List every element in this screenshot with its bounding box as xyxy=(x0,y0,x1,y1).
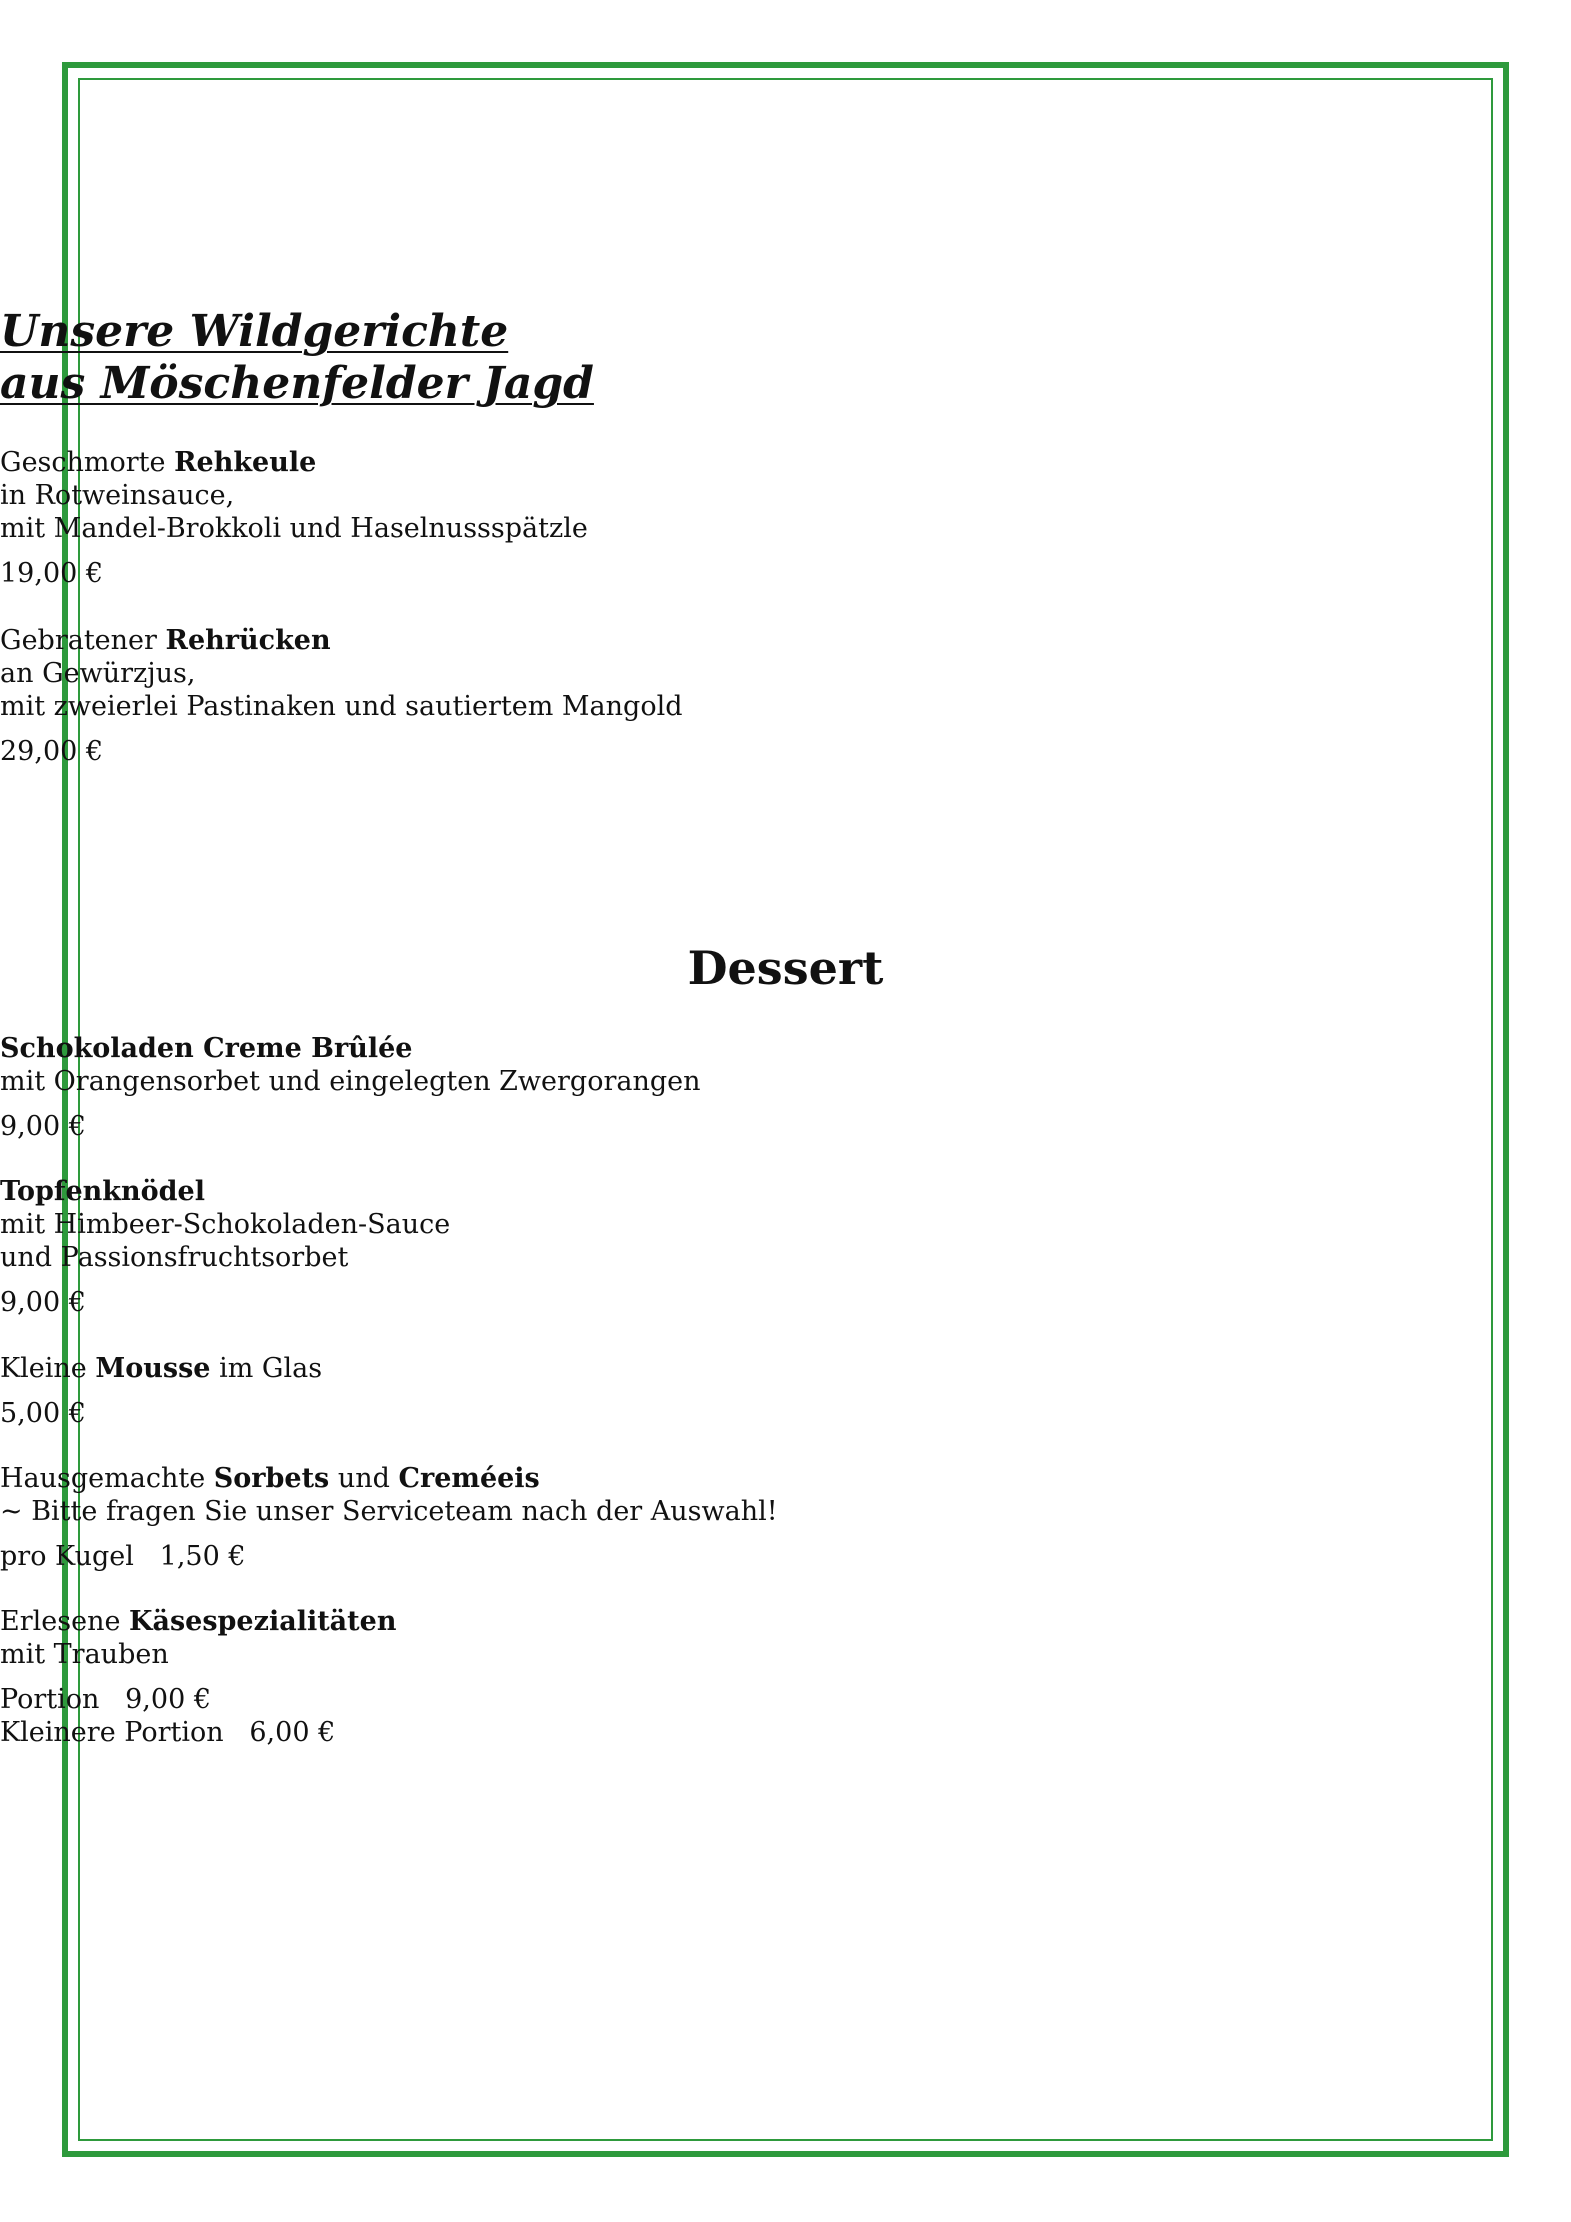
item-description: an Gewürzjus, xyxy=(0,658,196,689)
item-name: Sorbets xyxy=(213,1463,330,1494)
item-price-small xyxy=(0,1716,1571,1749)
item-description: mit Orangensorbet und eingelegten Zwergorangen xyxy=(0,1066,701,1097)
menu-item-rehruecken xyxy=(0,624,1571,768)
menu-item-creme-brulee xyxy=(0,1032,1571,1143)
item-title xyxy=(0,1032,1571,1065)
item-price: 29,00 € xyxy=(0,736,104,767)
menu-item-mousse xyxy=(0,1352,1571,1430)
wild-title-line2: aus Möschenfelder Jagd xyxy=(0,358,594,409)
item-title: Kleine Mousse im Glas xyxy=(0,1353,323,1384)
menu-item-rehkeule xyxy=(0,446,1571,590)
price-value: 6,00 € xyxy=(249,1717,336,1748)
menu-item-sorbets xyxy=(0,1462,1571,1573)
item-price xyxy=(0,1683,1571,1716)
wild-title xyxy=(0,306,1571,410)
item-description: ~ Bitte fragen Sie unser Serviceteam nach der Auswahl! xyxy=(0,1496,778,1527)
item-description: und Passionsfruchtsorbet xyxy=(0,1242,349,1273)
dessert-heading: Dessert xyxy=(687,941,884,995)
item-name: Rehrücken xyxy=(165,625,331,656)
item-price: 19,00 € xyxy=(0,558,104,589)
item-price xyxy=(0,1540,1571,1573)
item-name: Creméeis xyxy=(398,1463,540,1494)
item-description: mit Mandel-Brokkoli und Haselnussspätzle xyxy=(0,513,588,544)
price-label: pro Kugel xyxy=(0,1541,134,1572)
menu-item-kaese xyxy=(0,1605,1571,1749)
item-name: Mousse xyxy=(95,1353,211,1384)
item-title: Gebratener Rehrücken xyxy=(0,625,331,656)
price-value: 9,00 € xyxy=(125,1684,212,1715)
price-value: 1,50 € xyxy=(159,1541,246,1572)
item-title: Hausgemachte Sorbets und Creméeis xyxy=(0,1463,540,1494)
price-label: Kleinere Portion xyxy=(0,1717,224,1748)
item-name: Schokoladen Creme Brûlée xyxy=(0,1033,413,1064)
item-title xyxy=(0,1175,1571,1208)
item-title: Geschmorte Rehkeule xyxy=(0,447,317,478)
item-price: 5,00 € xyxy=(0,1398,86,1429)
wild-title-line1: Unsere Wildgerichte xyxy=(0,306,509,357)
item-title: Erlesene Käsespezialitäten xyxy=(0,1606,397,1637)
item-price: 9,00 € xyxy=(0,1111,86,1142)
item-name: Rehkeule xyxy=(174,447,317,478)
item-description: in Rotweinsauce, xyxy=(0,480,235,511)
item-description: mit Himbeer-Schokoladen-Sauce xyxy=(0,1209,451,1240)
item-name: Käsespezialitäten xyxy=(129,1606,397,1637)
item-name: Topfenknödel xyxy=(0,1176,205,1207)
item-description: mit Trauben xyxy=(0,1639,169,1670)
item-price: 9,00 € xyxy=(0,1287,86,1318)
menu-item-topfenknoedel xyxy=(0,1175,1571,1319)
price-label: Portion xyxy=(0,1684,100,1715)
item-description: mit zweierlei Pastinaken und sautiertem Mangold xyxy=(0,691,683,722)
